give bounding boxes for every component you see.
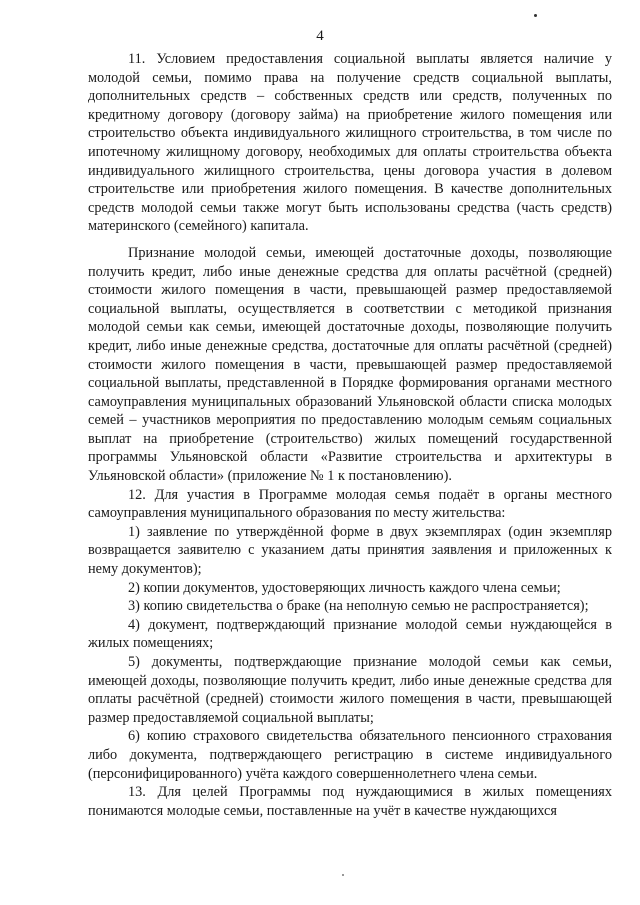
paragraph-13: 13. Для целей Программы под нуждающимися в жилых помещениях понимаются молодые семьи, поставленные на учёт в качестве нуждающихся xyxy=(88,784,612,819)
scan-speck xyxy=(534,14,537,17)
list-item-6: 6) копию страхового свидетельства обязательного пенсионного страхования либо документа, подтверждающего регистрацию в системе индивидуального (персонифицированного) учёта каждого совершеннолетнего члена семьи. xyxy=(88,728,612,782)
list-item-5: 5) документы, подтверждающие признание молодой семьи как семьи, имеющей доходы, позволяющие получить кредит, либо иные денежные средства для оплаты расчётной (средней) стоимости жилого помещения в части, превышающей размер предоставляемой социальной выплаты; xyxy=(88,654,612,726)
document-body xyxy=(88,50,612,820)
paragraph-11: 11. Условием предоставления социальной выплаты является наличие у молодой семьи, помимо права на получение средств социальной выплаты, дополнительных средств – собственных средств или средств, полученных по кредитному договору (договору займа) на приобретение жилого помещения или строительство объекта индивидуального жилищного строительства, в том числе по ипотечному жилищному договору, необходимых для оплаты строительства объекта индивидуального жилищного строительства, цены договора участия в долевом строительстве или приобретения жилого помещения. В качестве дополнительных средств молодой семьи также могут быть использованы средства (часть средств) материнского (семейного) капитала. xyxy=(88,51,612,235)
list-item-4: 4) документ, подтверждающий признание молодой семьи нуждающейся в жилых помещениях; xyxy=(88,616,612,652)
paragraph-12: 12. Для участия в Программе молодая семья подаёт в органы местного самоуправления муниципального образования по месту жительства: xyxy=(88,486,612,522)
list-item-3: 3) копию свидетельства о браке (на неполную семью не распространяется); xyxy=(128,598,589,615)
page-number: 4 xyxy=(316,28,324,44)
list-item-2: 2) копии документов, удостоверяющих личность каждого члена семьи; xyxy=(128,579,561,596)
list-item-1: 1) заявление по утверждённой форме в двух экземплярах (один экземпляр возвращается заявителю с указанием даты принятия заявления и приложенных к нему документов); xyxy=(88,523,612,578)
paragraph-income-recognition: Признание молодой семьи, имеющей достаточные доходы, позволяющие получить кредит, либо иные денежные средства для оплаты расчётной (средней) стоимости жилого помещения в части, превышающей размер предоставляемой социальной выплаты, осуществляется в соответствии с методикой признания молодой семьи как семьи, имеющей достаточные доходы, позволяющие получить кредит, либо иные денежные средства, достаточные для оплаты расчётной (средней) стоимости жилого помещения в части, превышающей размер предоставляемой социальной выплаты, представленной в Порядке формирования органами местного самоуправления муниципальных образований Ульяновской области списка молодых семей – участников мероприятия по предоставлению молодым семьям социальных выплат на приобретение (строительство) жилых помещений государственной программы Ульяновской области «Развитие строительства и архитектуры в Ульяновской области» (приложение № 1 к постановлению). xyxy=(88,244,612,485)
scan-speck xyxy=(342,874,344,876)
